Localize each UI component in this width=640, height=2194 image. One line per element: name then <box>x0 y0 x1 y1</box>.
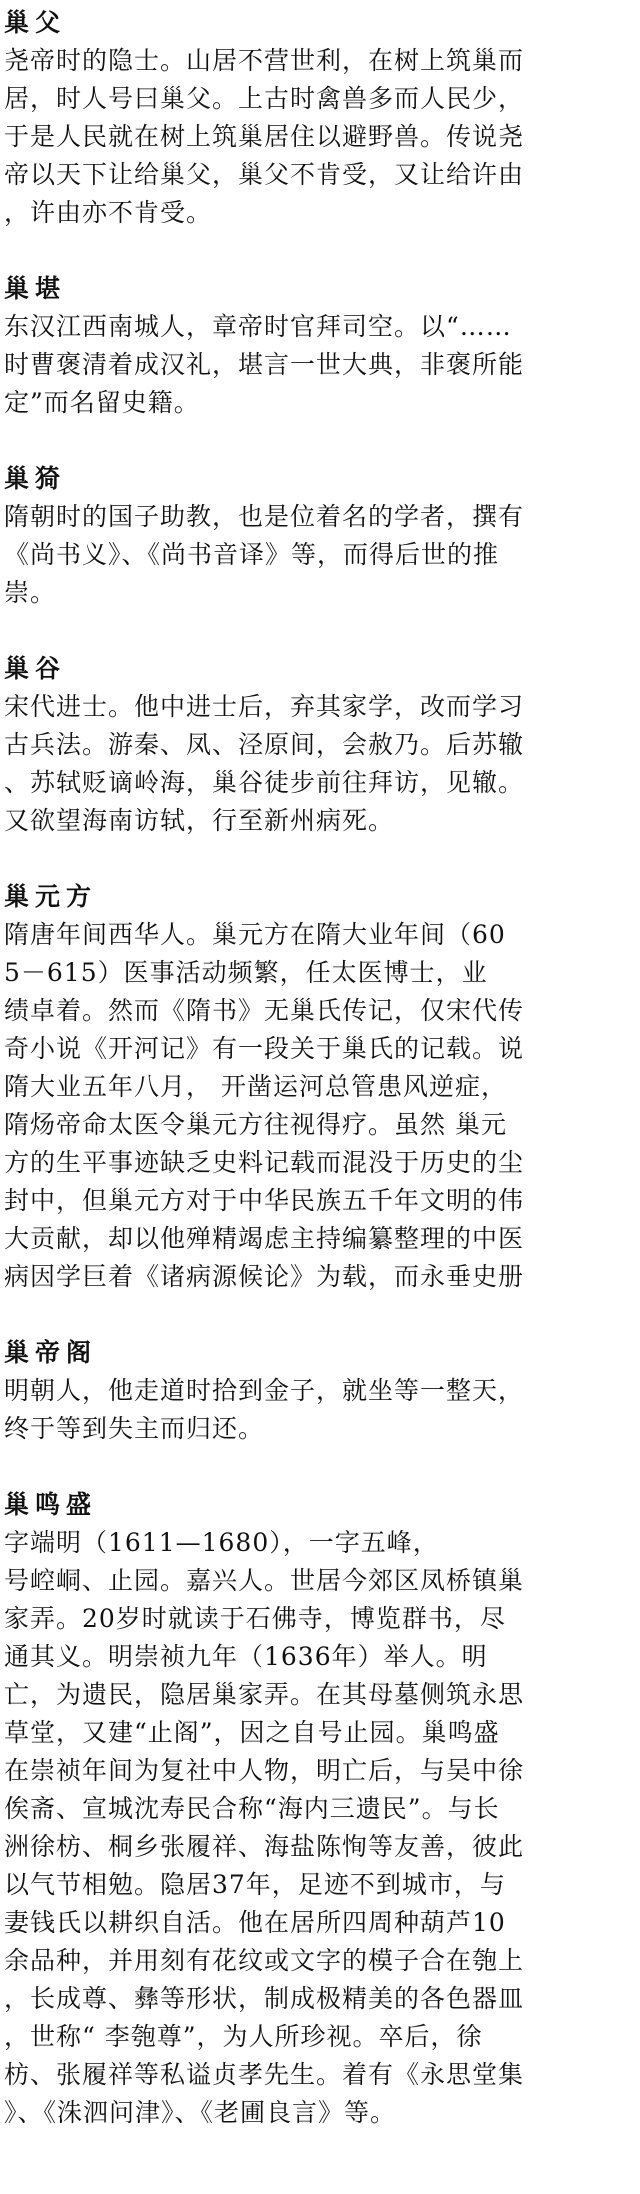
entry-section <box>4 1334 630 1448</box>
entry-text-line: 隋大业五年八月， 开凿运河总管患风逆症， <box>4 1072 507 1101</box>
entry-title: 巢堪 <box>4 274 67 303</box>
entry-section <box>4 1486 630 2132</box>
entry-title: 巢元方 <box>4 882 98 911</box>
entry-text-line: 余品种，并用刻有花纹或文字的模子合在匏上 <box>4 1946 525 1975</box>
entry-text-line: 家弄。20岁时就读于石佛寺，博览群书，尽 <box>4 1604 506 1633</box>
entry-text-line: 隋唐年间西华人。巢元方在隋大业年间（60 <box>4 920 506 949</box>
entry-text-line: 终于等到失主而归还。 <box>4 1414 265 1443</box>
entry-section <box>4 650 630 840</box>
entry-text-line: 妻钱氏以耕织自活。他在居所四周种葫芦10 <box>4 1908 506 1937</box>
entry-text-line: 通其义。明崇祯九年（1636年）举人。明 <box>4 1642 488 1671</box>
entry-text-line: 宋代进士。他中进士后，弃其家学，改而学习 <box>4 692 525 721</box>
entry-text-line: 《尚书义》、《尚书音译》等，而得后世的推 <box>4 540 500 569</box>
entry-text-line: 古兵法。游秦、凤、泾原间，会赦乃。后苏辙 <box>4 730 525 759</box>
entry-text-line: 字端明（1611—1680），一字五峰， <box>4 1528 439 1557</box>
entry-title: 巢帝阁 <box>4 1338 98 1367</box>
entry-text-line: 洲徐枋、桐乡张履祥、海盐陈恂等友善，彼此 <box>4 1832 525 1861</box>
entry-text-line: 草堂，又建“止阁”，因之自号止园。巢鸣盛 <box>4 1718 500 1747</box>
entry-text-line: ，世称“ 李匏尊”，为人所珍视。卒后，徐 <box>4 2022 483 2051</box>
entry-text-line: 5－615）医事活动频繁，任太医博士，业 <box>4 958 488 987</box>
entry-text-line: 东汉江西南城人，章帝时官拜司空。以“…… <box>4 312 512 341</box>
entry-text-line: 在崇祯年间为复社中人物，明亡后，与吴中徐 <box>4 1756 525 1785</box>
entry-text-line: 俟斋、宣城沈寿民合称“海内三遗民”。与长 <box>4 1794 500 1823</box>
entry-text-line: 崇。 <box>4 578 57 607</box>
entry-text-line: 以气节相勉。隐居37年，足迹不到城市，与 <box>4 1870 506 1899</box>
entry-text-line: 》、《洙泗问津》、《老圃良言》等。 <box>4 2098 397 2127</box>
entry-title: 巢父 <box>4 8 67 37</box>
entry-title: 巢鸣盛 <box>4 1490 98 1519</box>
entry-text-line: 帝以天下让给巢父，巢父不肯受，又让给许由 <box>4 160 525 189</box>
entry-text-line: 隋炀帝命太医令巢元方往视得疗。虽然 巢元 <box>4 1110 507 1139</box>
entry-title: 巢猗 <box>4 464 67 493</box>
entry-text-line: 病因学巨着《诸病源候论》为载，而永垂史册 <box>4 1262 525 1291</box>
entry-text-line: 明朝人，他走道时拾到金子，就坐等一整天， <box>4 1376 525 1405</box>
entry-text-line: 定”而名留史籍。 <box>4 388 200 417</box>
entry-text-line: 时曹褒清着成汉礼，堪言一世大典，非褒所能 <box>4 350 525 379</box>
entry-text-line: ，许由亦不肯受。 <box>4 198 213 227</box>
entry-text-line: 居，时人号曰巢父。上古时禽兽多而人民少， <box>4 84 525 113</box>
entry-text-line: 大贡献，却以他殚精竭虑主持编纂整理的中医 <box>4 1224 525 1253</box>
entry-section <box>4 4 630 232</box>
entry-text-line: 封中，但巢元方对于中华民族五千年文明的伟 <box>4 1186 525 1215</box>
entry-text-line: 号崆峒、止园。嘉兴人。世居今郊区凤桥镇巢 <box>4 1566 525 1595</box>
entry-text-line: ，长成尊、彝等形状，制成极精美的各色器皿 <box>4 1984 525 2013</box>
entry-title: 巢谷 <box>4 654 67 683</box>
entry-text-line: 于是人民就在树上筑巢居住以避野兽。传说尧 <box>4 122 525 151</box>
entry-section <box>4 270 630 422</box>
entry-text-line: 又欲望海南访轼，行至新州病死。 <box>4 806 395 835</box>
entry-text-line: 尧帝时的隐士。山居不营世利，在树上筑巢而 <box>4 46 525 75</box>
entry-text-line: 亡，为遗民，隐居巢家弄。在其母墓侧筑永思 <box>4 1680 525 1709</box>
entry-section <box>4 878 630 1296</box>
entry-section <box>4 460 630 612</box>
entry-text-line: 枋、张履祥等私谥贞孝先生。着有《永思堂集 <box>4 2060 525 2089</box>
entry-text-line: 方的生平事迹缺乏史料记载而混没于历史的尘 <box>4 1148 525 1177</box>
entry-text-line: 隋朝时的国子助教，也是位着名的学者，撰有 <box>4 502 525 531</box>
entry-text-line: 绩卓着。然而《隋书》无巢氏传记，仅宋代传 <box>4 996 525 1025</box>
entry-text-line: 、苏轼贬谪岭海，巢谷徒步前往拜访，见辙。 <box>4 768 525 797</box>
entry-text-line: 奇小说《开河记》有一段关于巢氏的记载。说 <box>4 1034 525 1063</box>
